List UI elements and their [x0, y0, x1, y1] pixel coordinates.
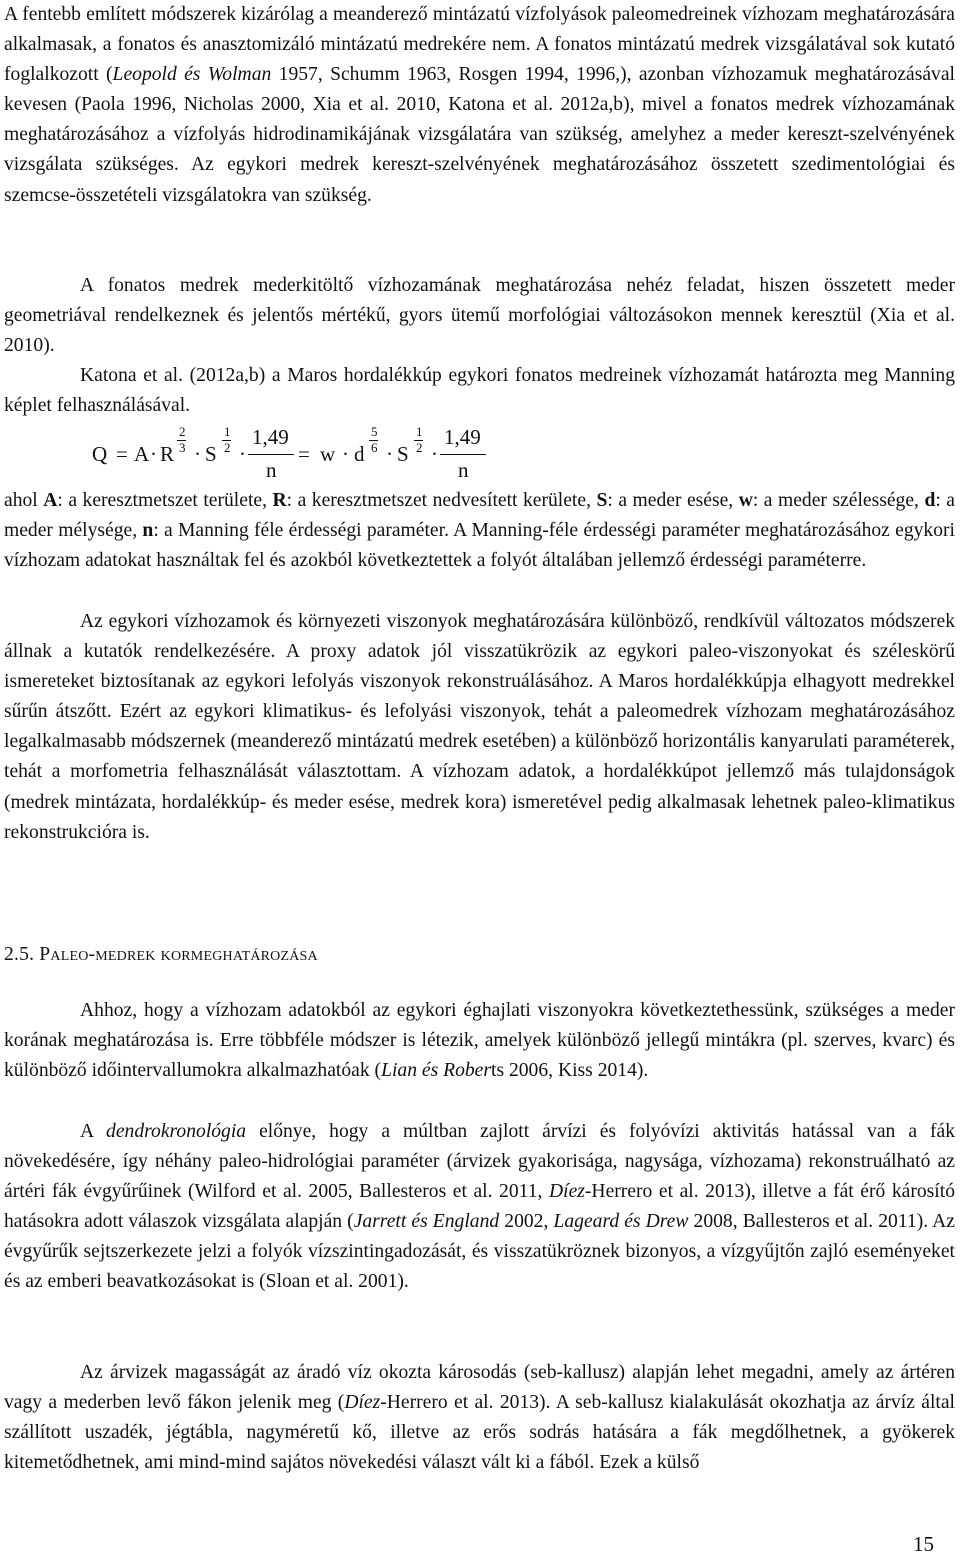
formula-dot-1: ·: [150, 442, 157, 466]
paragraph-7: A dendrokronológia előnye, hogy a múltban zajlott árvízi és folyóvízi aktivitás hatással van a fák növekedésére, így néhány paleo-hidrológiai paraméter (árvizek gyakorisága, nagysága, vízhozama) rekonstruálható az ártéri fák évgyűrűinek (Wilford et al. 2005, Ballesteros et al. 2011, Díez-Herrero et al. 2013), illetve a fát érő károsító hatásokra adott válaszok vizsgálata alapján (Jarrett és England 2002, Lageard és Drew 2008, Ballesteros et al. 2011). Az évgyűrűk sejtszerkezete jelzi a folyók vízszintingadozását, és visszatükröznek bizonyos, a vízgyűjtőn zajló eseményeket és az emberi beavatkozásokat is (Sloan et al. 2001).: [4, 1121, 956, 1293]
formula-dot-3: ·: [239, 442, 246, 466]
formula-frac2-line: [440, 454, 486, 455]
paragraph-8: Az árvizek magasságát az áradó víz okozta károsodás (seb-kallusz) alapján lehet megadni, amely az ártéren vagy a mederben levő fákon jelenik meg (Díez-Herrero et al. 2013). A seb-kallusz kialakulását okozhatja az árvíz által szállított uszadék, jégtábla, nagyméretű kő, illetve az erős sodrás hatására a fák megdőlhetnek, a gyökerek kitemetődhetnek, ami mind-mind sajátos növekedési választ vált ki a fából. Ezek a külső: [4, 1362, 955, 1474]
page-number: 15: [913, 1532, 934, 1556]
paragraph-5: Az egykori vízhozamok és környezeti viszonyok meghatározására különböző, rendkívül változatos módszerek állnak a kutatók rendelkezésére. A proxy adatok jól visszatükrözik az egykori paleo-viszonyokat és széleskörű ismereteket biztosítanak az egykori lefolyás viszonyok rekonstruálásához. A Maros hordalékkúpja elhagyott medrekkel sűrűn átszőtt. Ezért az egykori klimatikus- és lefolyási viszonyok, tehát a paleomedrek vízhozam meghatározásához legalkalmasabb módszernek (meanderező mintázatú medrek esetében) a különböző horizontális kanyarulati paraméterek, tehát a morfometria felhasználását választottam. A vízhozam adatok, a hordalékkúpot jellemző más tulajdonságok (medrek mintázata, hordalékkúp- és meder esése, medrek kora) ismeretével pedig alkalmasak lehetnek paleo-klimatikus rekonstrukcióra is.: [4, 611, 955, 843]
formula-exp4-numerator: 1: [416, 424, 423, 439]
formula-frac1-numerator: 1,49: [252, 425, 289, 449]
formula-frac2-numerator: 1,49: [444, 425, 481, 449]
formula-exp2-denominator: 2: [224, 440, 231, 455]
formula-s2: S: [397, 442, 409, 466]
paragraph-3: Katona et al. (2012a,b) a Maros hordalékkúp egykori fonatos medreinek vízhozamát határozta meg Manning képlet felhasználásával.: [4, 365, 955, 417]
formula-exp4-denominator: 2: [416, 440, 423, 455]
formula-w: w: [320, 442, 336, 466]
formula-dot-2: ·: [194, 442, 201, 466]
manning-formula: [90, 420, 610, 490]
formula-d: d: [354, 442, 365, 466]
formula-exp2-numerator: 1: [224, 424, 231, 439]
formula-dot-6: ·: [431, 442, 438, 466]
formula-equals-1: =: [116, 442, 128, 466]
paragraph-1: A fentebb említett módszerek kizárólag a meanderező mintázatú vízfolyások paleomedreinek vízhozam meghatározására alkalmasak, a fonatos és anasztomizáló mintázatú medrekére nem. A fonatos mintázatú medrek vizsgálatával sok kutató foglalkozott (Leopold és Wolman 1957, Schumm 1963, Rosgen 1994, 1996,), azonban vízhozamuk meghatározásával kevesen (Paola 1996, Nicholas 2000, Xia et al. 2010, Katona et al. 2012a,b), mivel a fonatos medrek vízhozamának meghatározásához a vízfolyás hidrodinamikájának vizsgálatára van szükség, amelyhez a meder kereszt-szelvényének vizsgálata szükséges. Az egykori medrek kereszt-szelvényének meghatározásához összetett szedimentológiai és szemcse-összetételi vizsgálatokra van szükség.: [4, 4, 955, 206]
section-heading: 2.5. Paleo-medrek kormeghatározása: [4, 944, 318, 965]
formula-exp1-denominator: 3: [179, 440, 186, 455]
paragraph-2: A fonatos medrek mederkitöltő vízhozamának meghatározása nehéz feladat, hiszen összetett meder geometriával rendelkeznek és jelentős mértékű, gyors ütemű morfológiai változásokon mennek keresztül (Xia et al. 2010).: [4, 275, 955, 357]
formula-frac1-line: [248, 454, 294, 455]
formula-dot-4: ·: [342, 442, 349, 466]
formula-exp1-numerator: 2: [179, 424, 186, 439]
formula-s1: S: [205, 442, 217, 466]
formula-frac2-denominator: n: [458, 458, 469, 482]
paragraph-4: ahol A: a keresztmetszet területe, R: a keresztmetszet nedvesített kerülete, S: a meder esése, w: a meder szélessége, d: a meder mélysége, n: a Manning féle érdességi paraméter. A Manning-féle érdességi paraméter meghatározásához egykori vízhozam adatokat használtak fel és azokból következtettek a folyót általában jellemző érdességi paraméterre.: [4, 490, 955, 572]
paragraph-6: Ahhoz, hogy a vízhozam adatokból az egykori éghajlati viszonyokra következtethessünk, szükséges a meder korának meghatározása is. Erre többféle módszer is létezik, amelyek különböző jellegű mintákra (pl. szerves, kvarc) és különböző időintervallumokra alkalmazhatóak (Lian és Roberts 2006, Kiss 2014).: [4, 1000, 955, 1082]
formula-exp3-denominator: 6: [371, 440, 378, 455]
formula-equals-2: =: [298, 442, 310, 466]
formula-dot-5: ·: [386, 442, 393, 466]
formula-a: A: [134, 442, 150, 466]
formula-exp3-numerator: 5: [371, 424, 378, 439]
formula-q: Q: [92, 442, 108, 466]
formula-frac1-denominator: n: [266, 458, 277, 482]
formula-r: R: [160, 442, 175, 466]
